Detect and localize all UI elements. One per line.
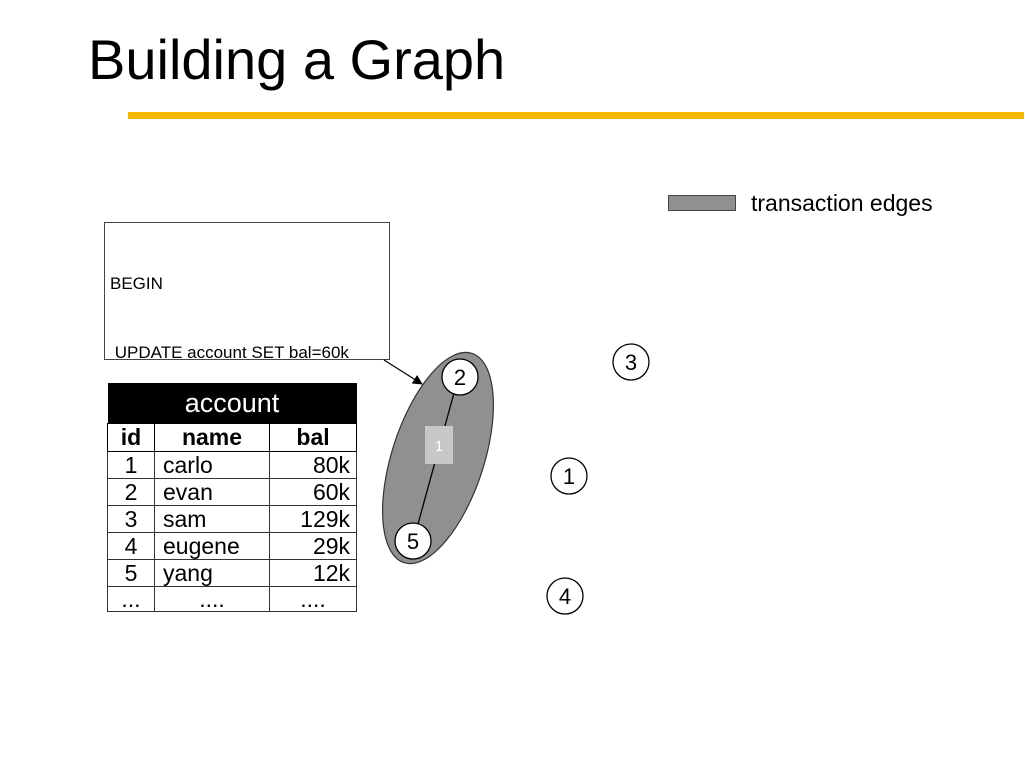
cell-id: 3	[108, 506, 155, 533]
cell-name: sam	[155, 506, 270, 533]
slide-title: Building a Graph	[88, 28, 506, 91]
cell-bal: 60k	[270, 479, 357, 506]
graph-node-2	[442, 359, 478, 395]
node-label: 2	[453, 365, 467, 390]
cell-id: 4	[108, 533, 155, 560]
cell-bal: 80k	[270, 452, 357, 479]
cell-bal: 129k	[270, 506, 357, 533]
graph-node-5	[395, 523, 431, 559]
cell-name: ....	[155, 587, 270, 612]
callout-arrow	[384, 360, 422, 384]
legend-label: transaction edges	[751, 190, 933, 216]
column-header-id: id	[108, 424, 155, 452]
cell-name: eugene	[155, 533, 270, 560]
cell-id: 5	[108, 560, 155, 587]
cell-name: carlo	[155, 452, 270, 479]
graph-node-1	[551, 458, 587, 494]
node-label: 4	[558, 584, 572, 609]
node-label: 1	[562, 464, 576, 489]
cell-id: ...	[108, 587, 155, 612]
sql-line: BEGIN	[110, 274, 163, 293]
sql-line: UPDATE account SET bal=60k	[110, 343, 349, 360]
cell-id: 1	[108, 452, 155, 479]
table-caption: account	[108, 383, 357, 424]
column-header-name: name	[155, 424, 270, 452]
cell-name: yang	[155, 560, 270, 587]
edge-weight-label: 1	[434, 438, 444, 455]
cell-bal: ....	[270, 587, 357, 612]
cell-name: evan	[155, 479, 270, 506]
cell-bal: 29k	[270, 533, 357, 560]
node-label: 3	[624, 350, 638, 375]
graph-node-3	[613, 344, 649, 380]
node-label: 5	[406, 529, 420, 554]
graph-node-4	[547, 578, 583, 614]
cell-bal: 12k	[270, 560, 357, 587]
cell-id: 2	[108, 479, 155, 506]
column-header-bal: bal	[270, 424, 357, 452]
